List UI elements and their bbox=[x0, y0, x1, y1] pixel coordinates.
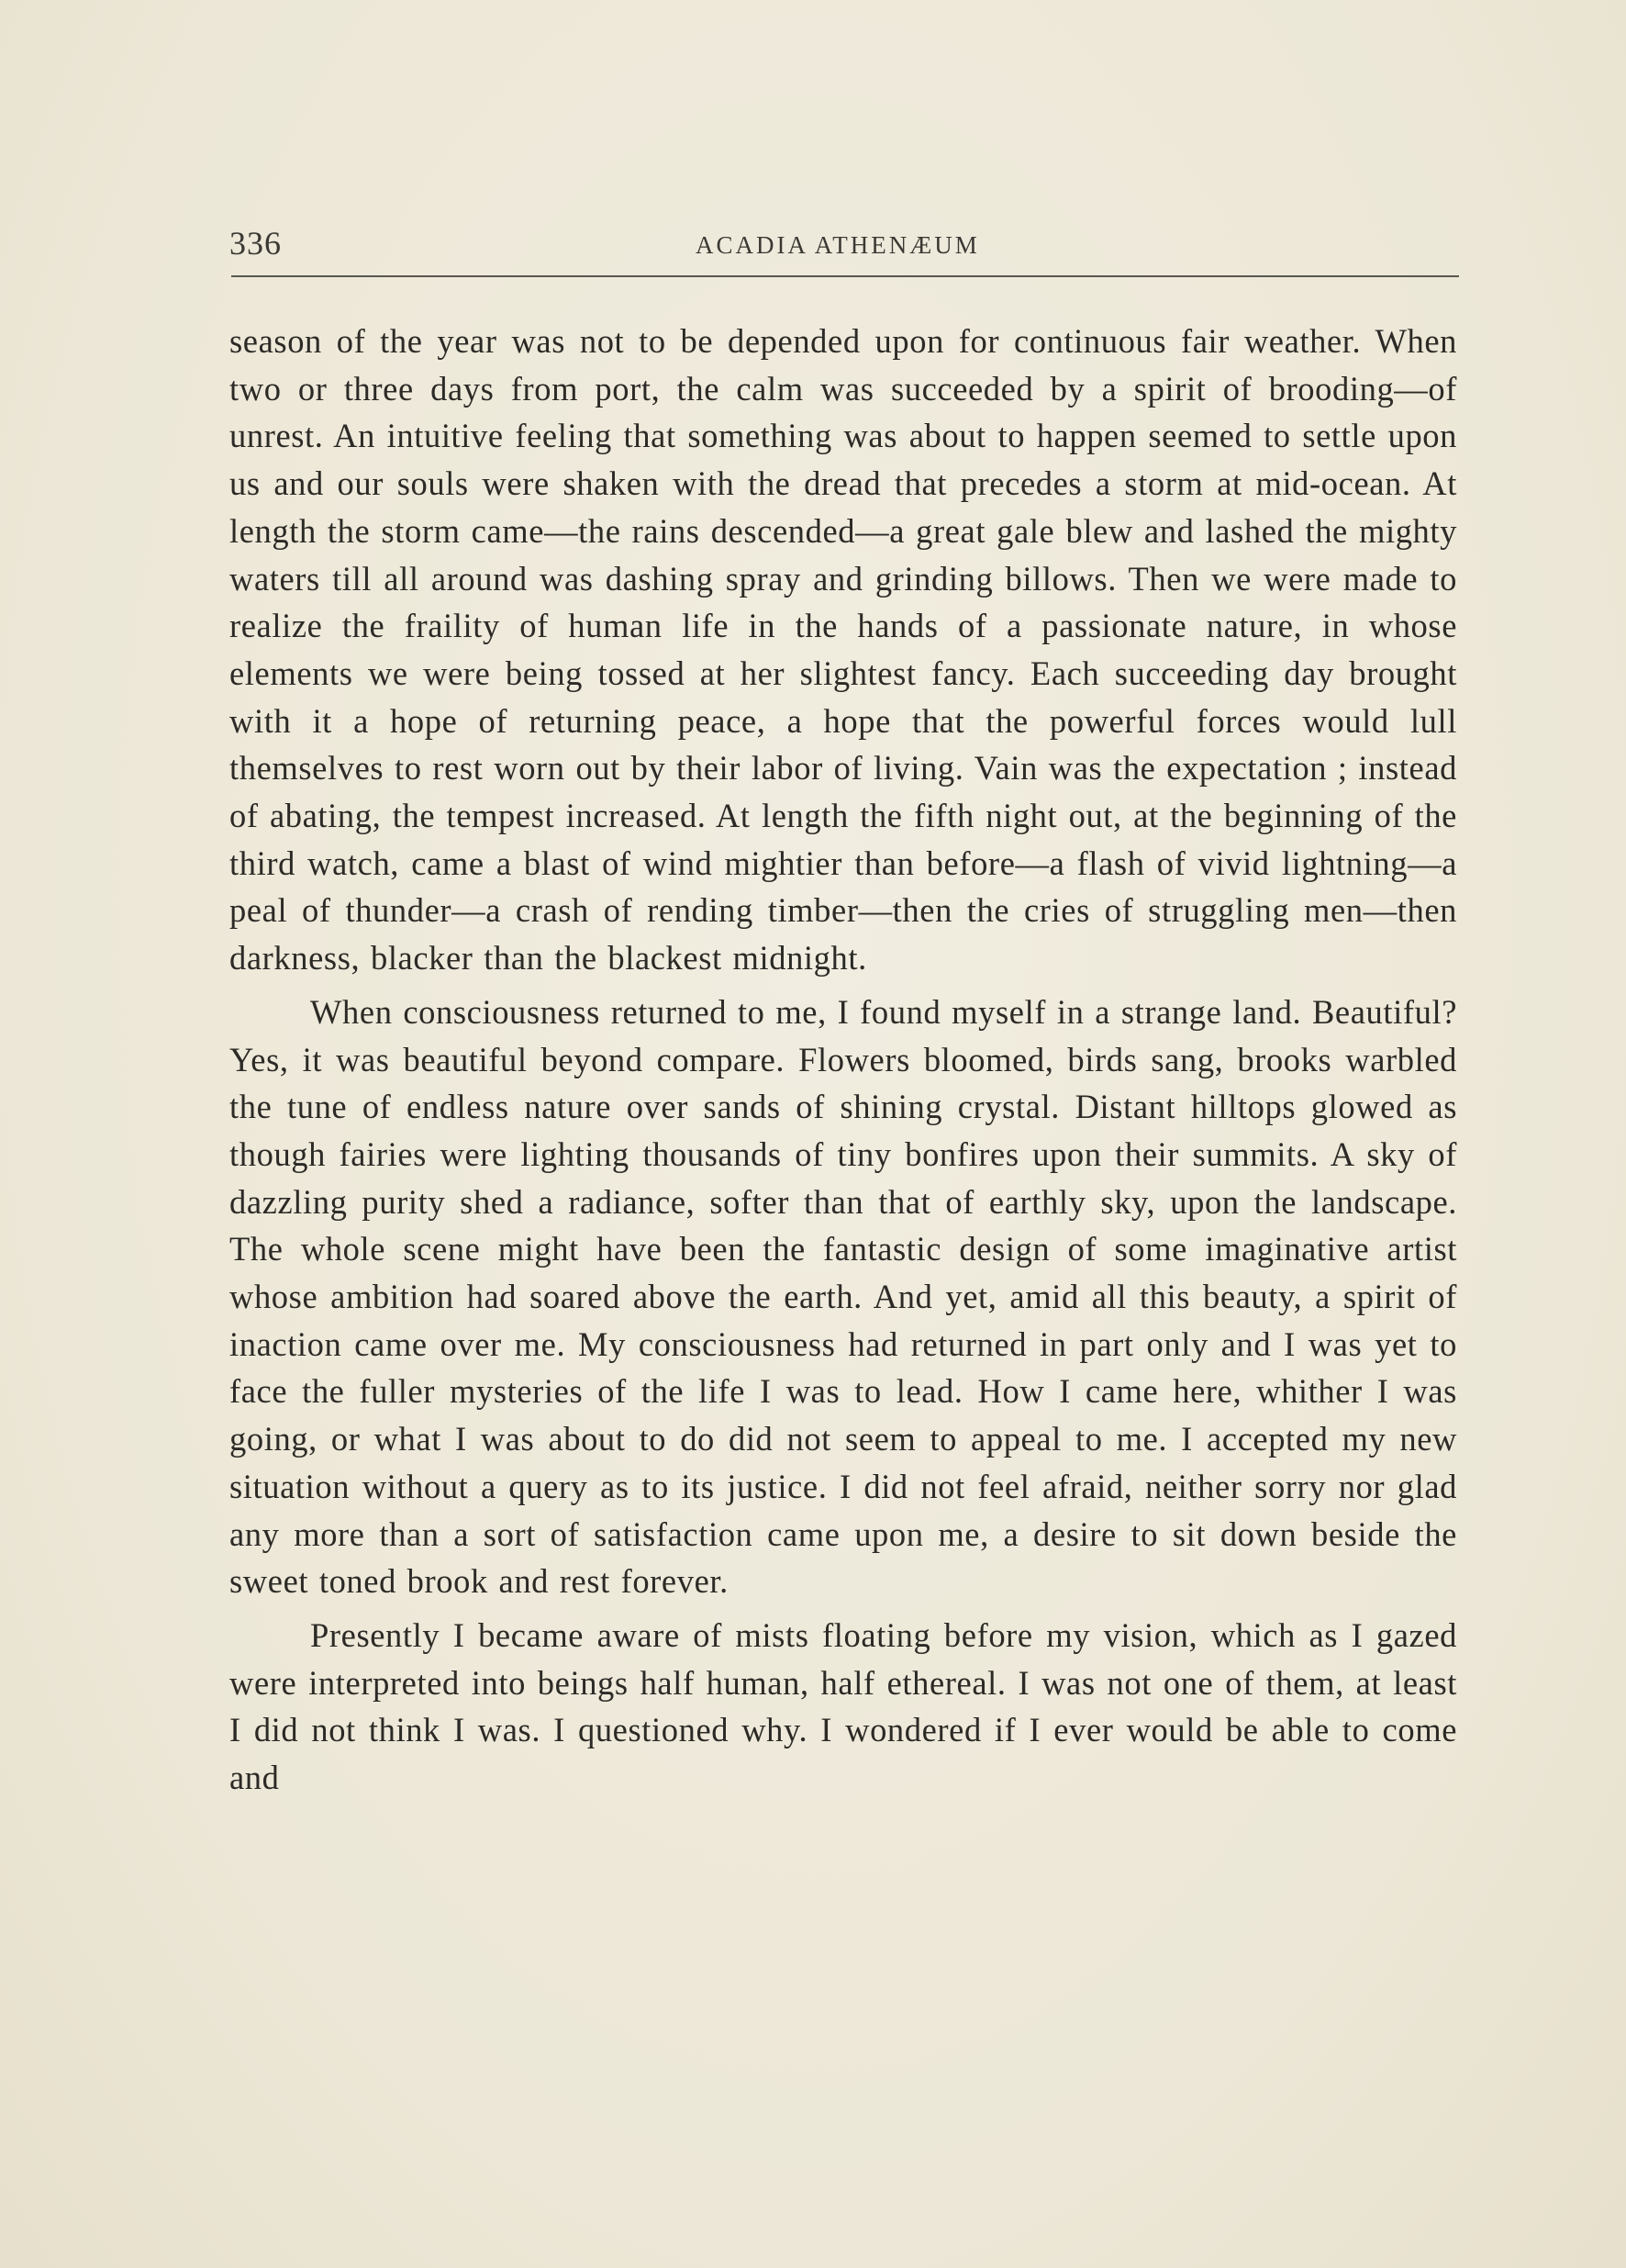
running-head: ACADIA ATHENÆUM bbox=[696, 231, 980, 259]
paragraph-mists: Presently I became aware of mists floating before my vision, which as I gazed were interpreted into beings half human, half ethereal. I was not one of them, at least I did not think I was. I questioned why. I wondered if I ever would be able to come and bbox=[229, 1615, 1457, 1797]
paragraph-strange-land: When consciousness returned to me, I found myself in a strange land. Beautiful? Yes, it was beautiful beyond compare. Flowers bloomed, birds sang, brooks warbled the tune of endless nature over sands of shining crystal. Distant hilltops glowed as though fairies were lighting thousands of tiny bonfires upon their summits. A sky of dazzling purity shed a radiance, softer than that of earthly sky, upon the landscape. The whole scene might have been the fantastic design of some imaginative artist whose ambition had soared above the earth. And yet, amid all this beauty, a spirit of inaction came over me. My consciousness had returned in part only and I was yet to face the fuller mysteries of the life I was to lead. How I came here, whither I was going, or what I was about to do did not seem to appeal to me. I accepted my new situation without a query as to its justice. I did not feel afraid, neither sorry nor glad any more than a sort of satisfaction came upon me, a desire to sit down beside the sweet toned brook and rest forever. bbox=[229, 992, 1457, 1601]
page-number: 336 bbox=[229, 225, 282, 262]
body-text bbox=[229, 318, 1457, 1802]
paragraph-storm: season of the year was not to be depended upon for continuous fair weather. When two or three days from port, the calm was succeeded by a spirit of brooding—of unrest. An intuitive feeling that something was about to happen seemed to settle upon us and our souls were shaken with the dread that precedes a storm at mid-ocean. At length the storm came—the rains descended—a great gale blew and lashed the mighty waters till all around was dashing spray and grinding billows. Then we were made to realize the fraility of human life in the hands of a passionate nature, in whose elements we were being tossed at her slightest fancy. Each succeeding day brought with it a hope of returning peace, a hope that the powerful forces would lull themselves to rest worn out by their labor of living. Vain was the expectation ; instead of abating, the tempest increased. At length the fifth night out, at the beginning of the third watch, came a blast of wind mightier than before—a flash of vivid lightning—a peal of thunder—a crash of rending timber—then the cries of struggling men—then darkness, blacker than the blackest midnight. bbox=[229, 322, 1457, 978]
header-rule bbox=[231, 275, 1459, 277]
